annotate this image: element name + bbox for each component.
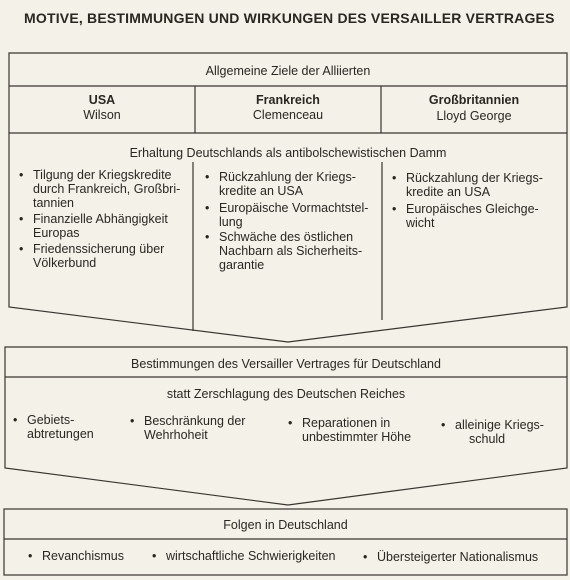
section2-header: Bestimmungen des Versailler Vertrages für Deutschland xyxy=(131,357,441,371)
bullet-icon: • xyxy=(19,168,24,182)
common-goal: Erhaltung Deutschlands als antibolschewistischen Damm xyxy=(129,146,447,160)
bullet-icon: • xyxy=(205,201,210,215)
column-france-country: Frankreich xyxy=(256,93,320,107)
section3-header: Folgen in Deutschland xyxy=(223,518,348,532)
bullet-icon: • xyxy=(130,414,135,428)
page-title: MOTIVE, BESTIMMUNGEN UND WIRKUNGEN DES VERSAILLER VERTRAGES xyxy=(24,10,555,26)
column-usa-country: USA xyxy=(88,93,116,107)
consequence-item: • Übersteigerter Nationalismus xyxy=(363,550,539,564)
column-france-leader: Clemenceau xyxy=(252,108,324,122)
column-usa-leader: Wilson xyxy=(83,108,121,122)
consequence-item: • Revanchismus xyxy=(28,549,124,563)
bullet-icon: • xyxy=(19,242,24,256)
bullet-icon: • xyxy=(28,549,33,563)
consequence-item: • wirtschaftliche Schwierigkeiten xyxy=(152,549,336,563)
gb-goal-item: • Europäisches Gleichge- wicht xyxy=(392,202,539,230)
gb-goal-item: • Rückzahlung der Kriegs- kredite an USA xyxy=(392,171,543,199)
provision-item: • Reparationen in unbestimmter Höhe xyxy=(288,416,412,444)
france-goal-item: • Europäische Vormachtstel- lung xyxy=(205,201,369,229)
bullet-icon: • xyxy=(152,549,157,563)
france-goal-item: • Schwäche des östlichen Nachbarn als Sicherheits- garantie xyxy=(205,230,363,272)
provision-item: • alleinige Kriegs- schuld xyxy=(441,418,544,446)
usa-goal-item: • Finanzielle Abhängigkeit Europas xyxy=(19,212,168,240)
provision-item: • Gebiets- abtretungen xyxy=(13,413,94,441)
column-gb-leader: Lloyd George xyxy=(436,109,512,123)
bullet-icon: • xyxy=(363,550,368,564)
bullet-icon: • xyxy=(205,170,210,184)
usa-goal-item: • Friedenssicherung über Völkerbund xyxy=(19,242,165,270)
section1-header: Allgemeine Ziele der Alliierten xyxy=(205,64,371,78)
bullet-icon: • xyxy=(288,416,293,430)
section2-subheader: statt Zerschlagung des Deutschen Reiches xyxy=(166,387,406,401)
usa-goal-item: • Tilgung der Kriegskredite durch Frankreich, Großbri- tannien xyxy=(19,168,181,210)
bullet-icon: • xyxy=(392,171,397,185)
column-gb-country: Großbritannien xyxy=(428,93,520,107)
bullet-icon: • xyxy=(13,413,18,427)
provision-item: • Beschränkung der Wehrhoheit xyxy=(130,414,246,442)
bullet-icon: • xyxy=(392,202,397,216)
bullet-icon: • xyxy=(205,230,210,244)
bullet-icon: • xyxy=(19,212,24,226)
bullet-icon: • xyxy=(441,418,446,432)
france-goal-item: • Rückzahlung der Kriegs- kredite an USA xyxy=(205,170,356,198)
